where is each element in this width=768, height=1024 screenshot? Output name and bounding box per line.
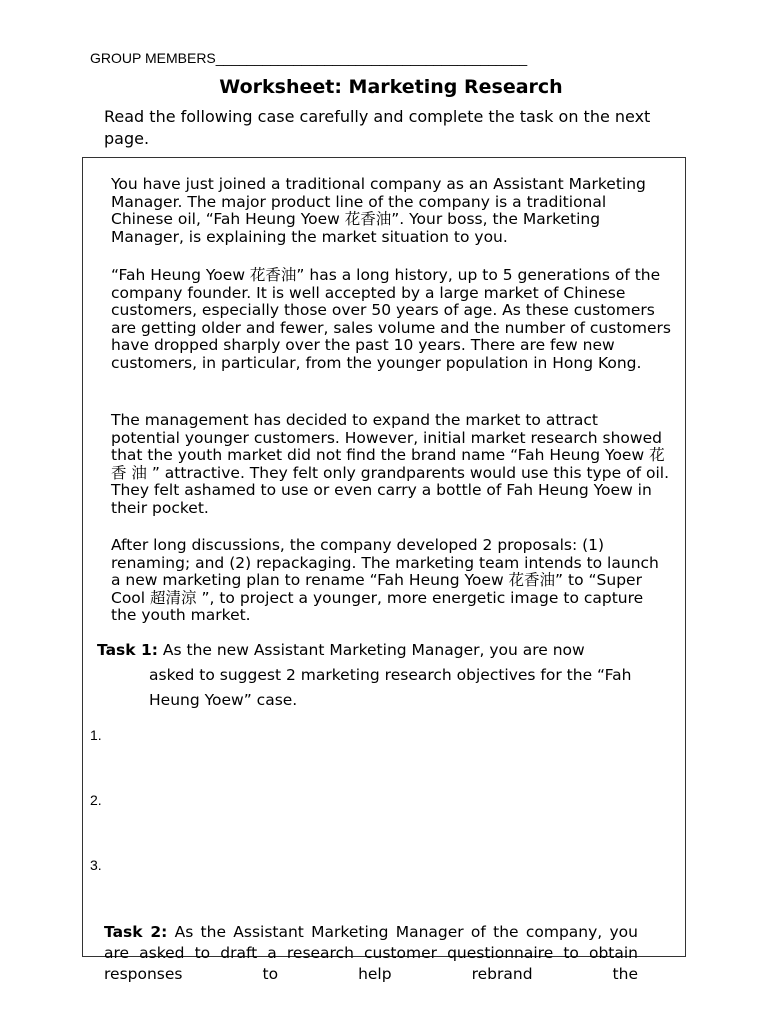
task-2-text: As the Assistant Marketing Manager of the company, you are asked to draft a research customer questionnaire to obtain responses to help rebrand the bbox=[104, 923, 638, 983]
task-2-label: Task 2: bbox=[104, 923, 168, 941]
task-1-label: Task 1: bbox=[97, 641, 158, 659]
task-1-first-line: As the new Assistant Marketing Manager, you are now bbox=[157, 641, 585, 659]
case-paragraph-3: The management has decided to expand the market to attract potential younger customers. However, initial market research showed that the youth market did not find the brand name “Fah Heung Yoew 花 香 油 ” attractive. They felt only grandparents would use this type of oil. They felt ashamed to use or even carry a bottle of Fah Heung Yoew in their pocket. bbox=[111, 411, 670, 517]
worksheet-title: Worksheet: Marketing Research bbox=[219, 76, 563, 98]
task-1-text: asked to suggest 2 marketing research objectives for the “Fah Heung Yoew” case. bbox=[149, 666, 632, 709]
task-1 bbox=[97, 638, 677, 713]
answer-number-1: 1. bbox=[90, 727, 102, 743]
case-paragraph-1: You have just joined a traditional company as an Assistant Marketing Manager. The major product line of the company is a traditional Chinese oil, “Fah Heung Yoew 花香油”. Your boss, the Marketing Manager, is explaining the market situation to you. bbox=[111, 175, 646, 246]
intro-instruction: Read the following case carefully and complete the task on the next page. bbox=[104, 107, 651, 148]
group-members-line: GROUP MEMBERS________________________________________ bbox=[90, 50, 528, 66]
answer-number-2: 2. bbox=[90, 792, 102, 808]
case-paragraph-4: After long discussions, the company developed 2 proposals: (1) renaming; and (2) repackaging. The marketing team intends to launch a new marketing plan to rename “Fah Heung Yoew 花香油” to “Super Cool 超清涼 ”, to project a younger, more energetic image to capture the youth market. bbox=[111, 536, 659, 625]
task-2 bbox=[104, 922, 638, 985]
case-paragraph-2: “Fah Heung Yoew 花香油” has a long history, up to 5 generations of the company founder. It is well accepted by a large market of Chinese customers, especially those over 50 years of age. As these customers are getting older and fewer, sales volume and the number of customers have dropped sharply over the past 10 years. There are few new customers, in particular, from the younger population in Hong Kong. bbox=[111, 266, 671, 372]
answer-number-3: 3. bbox=[90, 857, 102, 873]
